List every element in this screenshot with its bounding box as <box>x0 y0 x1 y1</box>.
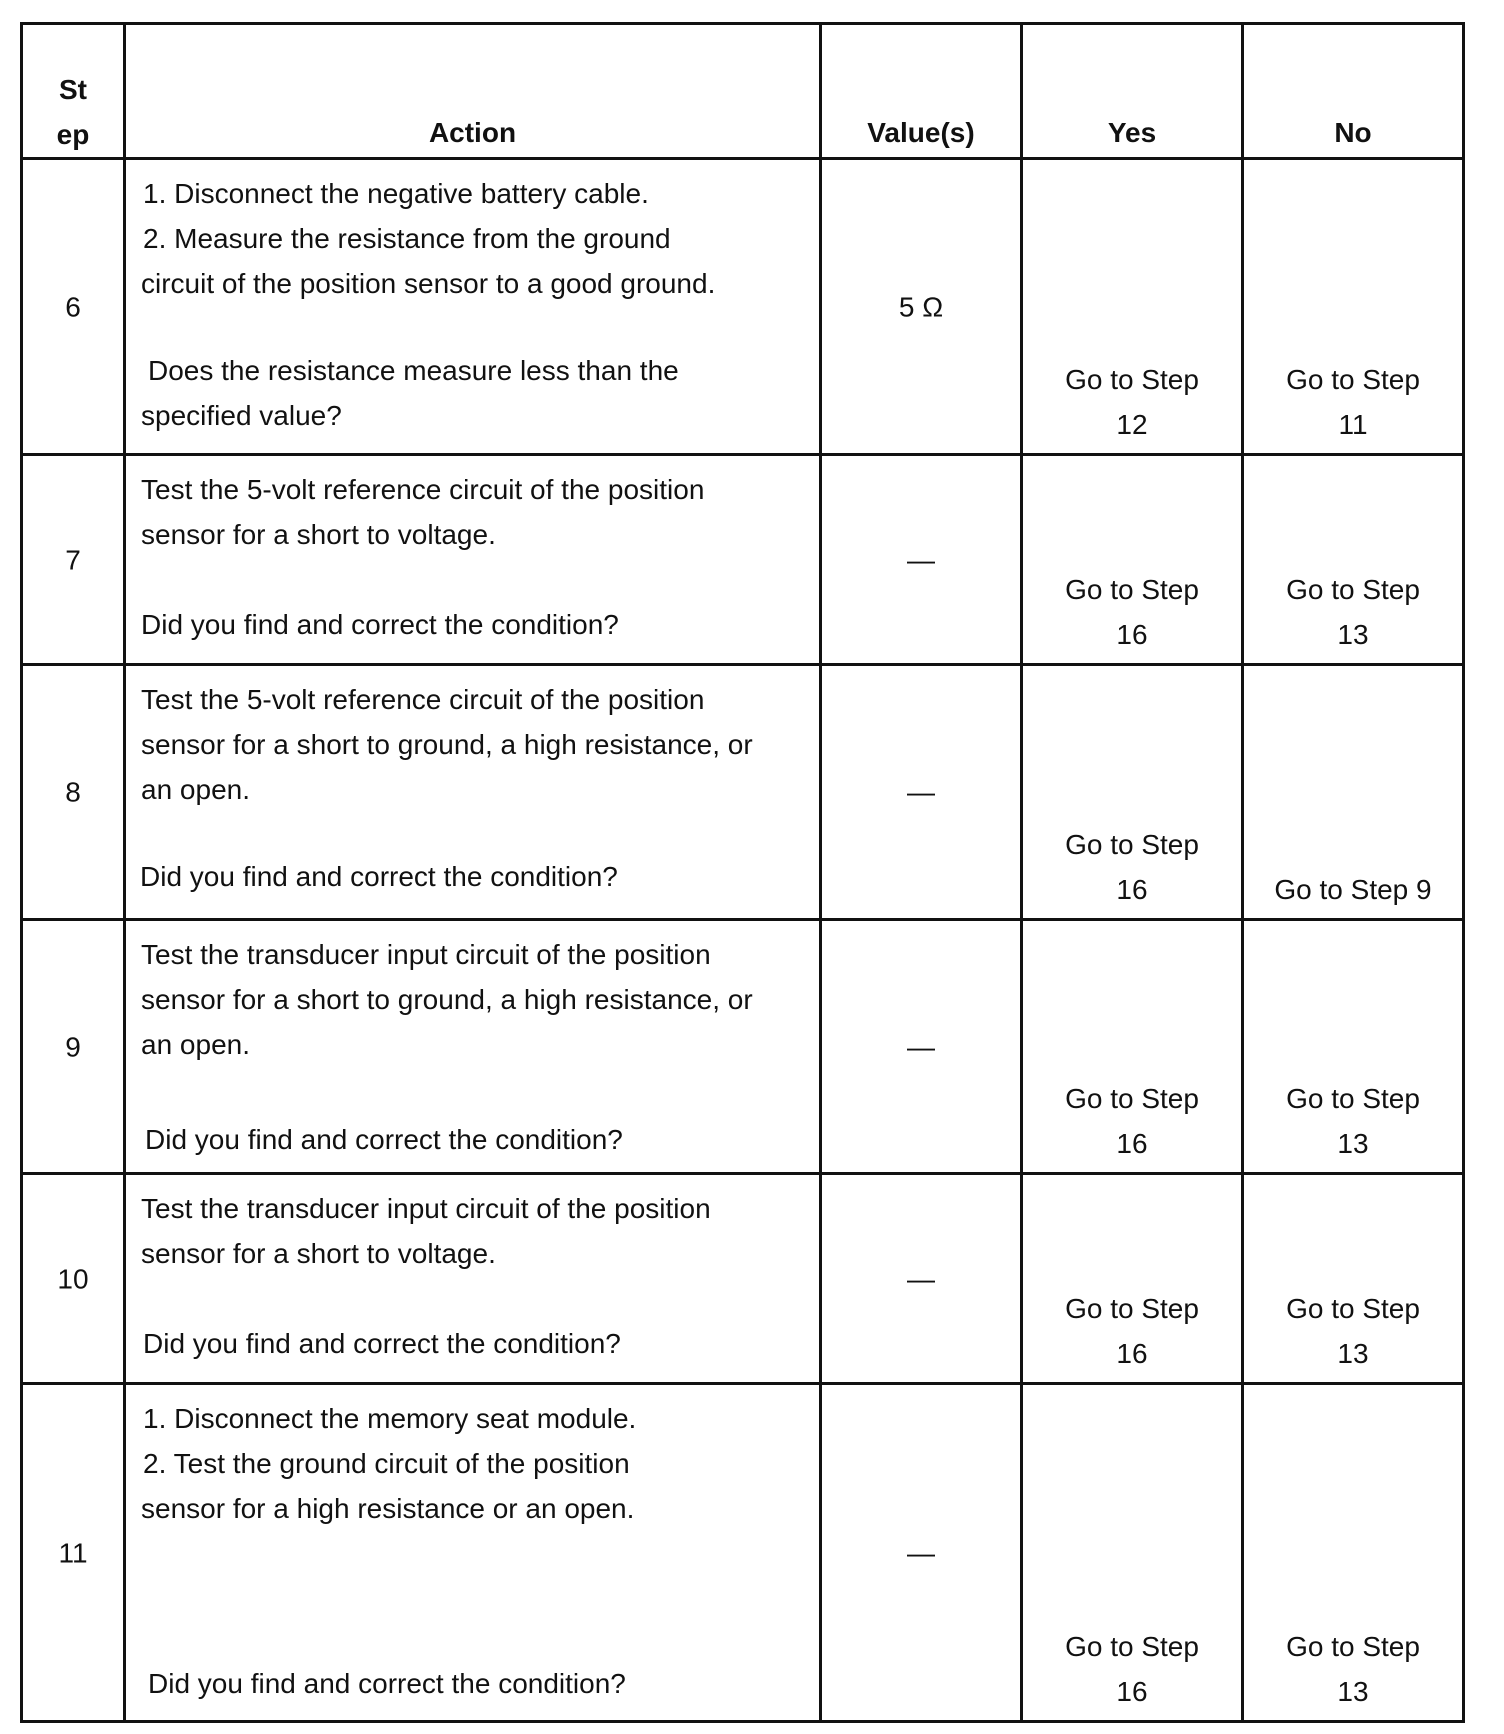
action-line: specified value? <box>141 400 342 431</box>
no-line: Go to Step <box>1286 1083 1420 1114</box>
action-line: Test the transducer input circuit of the position <box>141 939 711 970</box>
no-line: 13 <box>1337 619 1369 650</box>
action-line: Does the resistance measure less than the <box>148 355 679 386</box>
table-row <box>22 665 1464 920</box>
table-row <box>22 1384 1464 1722</box>
table-row <box>22 159 1464 455</box>
no-line: 11 <box>1338 409 1368 440</box>
action-line: Test the 5-volt reference circuit of the position <box>141 474 705 505</box>
diagnostic-table <box>20 22 1465 1723</box>
action-line: sensor for a high resistance or an open. <box>141 1493 635 1524</box>
yes-line: Go to Step <box>1065 1083 1199 1114</box>
action-line: an open. <box>141 1029 250 1060</box>
action-line: an open. <box>141 774 250 805</box>
yes-line: 16 <box>1116 1338 1148 1369</box>
step-cell: 6 <box>22 159 125 455</box>
action-line: Did you find and correct the condition? <box>140 861 618 892</box>
value-cell: — <box>821 920 1022 1174</box>
value-cell: — <box>821 1384 1022 1722</box>
action-line: Test the transducer input circuit of the position <box>141 1193 711 1224</box>
no-line: Go to Step <box>1286 364 1420 395</box>
table-row <box>22 1174 1464 1384</box>
no-line: 13 <box>1337 1676 1369 1707</box>
step-cell: 11 <box>22 1384 125 1722</box>
yes-line: Go to Step <box>1065 1293 1199 1324</box>
yes-line: Go to Step <box>1065 364 1199 395</box>
action-line: 1. Disconnect the negative battery cable. <box>143 178 649 209</box>
action-cell <box>125 920 821 1174</box>
yes-cell <box>1022 665 1243 920</box>
action-line: 2. Measure the resistance from the ground <box>143 223 671 254</box>
value-cell: — <box>821 455 1022 665</box>
step-header-bottom: ep <box>56 119 90 150</box>
yes-line: 16 <box>1116 1128 1148 1159</box>
action-line: 1. Disconnect the memory seat module. <box>143 1403 637 1434</box>
no-cell <box>1243 1384 1464 1722</box>
no-line: Go to Step <box>1286 574 1420 605</box>
action-line: Did you find and correct the condition? <box>148 1668 626 1699</box>
value-cell: 5 Ω <box>821 159 1022 455</box>
no-line: Go to Step <box>1286 1631 1420 1662</box>
step-cell: 10 <box>22 1174 125 1384</box>
values-header: Value(s) <box>821 24 1022 159</box>
table-row <box>22 455 1464 665</box>
yes-line: Go to Step <box>1065 829 1199 860</box>
no-line: Go to Step 9 <box>1274 874 1432 905</box>
action-cell <box>125 159 821 455</box>
no-cell <box>1243 159 1464 455</box>
table-row <box>22 920 1464 1174</box>
action-line: sensor for a short to voltage. <box>141 1238 496 1269</box>
yes-cell <box>1022 159 1243 455</box>
action-line: Did you find and correct the condition? <box>145 1124 623 1155</box>
no-cell <box>1243 665 1464 920</box>
action-line: 2. Test the ground circuit of the position <box>143 1448 630 1479</box>
yes-line: 16 <box>1116 619 1148 650</box>
action-line: sensor for a short to ground, a high resistance, or <box>141 984 753 1015</box>
step-cell: 8 <box>22 665 125 920</box>
no-cell <box>1243 920 1464 1174</box>
yes-line: 16 <box>1116 1676 1148 1707</box>
yes-cell <box>1022 455 1243 665</box>
action-header: Action <box>125 24 821 159</box>
step-cell: 7 <box>22 455 125 665</box>
action-line: sensor for a short to voltage. <box>141 519 496 550</box>
action-line: Test the 5-volt reference circuit of the position <box>141 684 705 715</box>
yes-cell <box>1022 920 1243 1174</box>
yes-header: Yes <box>1022 24 1243 159</box>
action-cell <box>125 665 821 920</box>
action-cell <box>125 1174 821 1384</box>
yes-cell <box>1022 1384 1243 1722</box>
yes-cell <box>1022 1174 1243 1384</box>
action-line: Did you find and correct the condition? <box>141 609 619 640</box>
no-line: 13 <box>1337 1338 1369 1369</box>
no-line: 13 <box>1337 1128 1369 1159</box>
no-header: No <box>1243 24 1464 159</box>
no-cell <box>1243 455 1464 665</box>
action-cell <box>125 455 821 665</box>
header-row <box>22 24 1464 159</box>
value-cell: — <box>821 1174 1022 1384</box>
yes-line: Go to Step <box>1065 1631 1199 1662</box>
action-line: Did you find and correct the condition? <box>143 1328 621 1359</box>
step-header <box>22 24 125 159</box>
yes-line: 16 <box>1116 874 1148 905</box>
no-line: Go to Step <box>1286 1293 1420 1324</box>
yes-line: 12 <box>1116 409 1148 440</box>
action-cell <box>125 1384 821 1722</box>
action-line: circuit of the position sensor to a good ground. <box>141 268 716 299</box>
yes-line: Go to Step <box>1065 574 1199 605</box>
action-line: sensor for a short to ground, a high resistance, or <box>141 729 753 760</box>
step-cell: 9 <box>22 920 125 1174</box>
step-header-top: St <box>59 74 87 105</box>
no-cell <box>1243 1174 1464 1384</box>
value-cell: — <box>821 665 1022 920</box>
